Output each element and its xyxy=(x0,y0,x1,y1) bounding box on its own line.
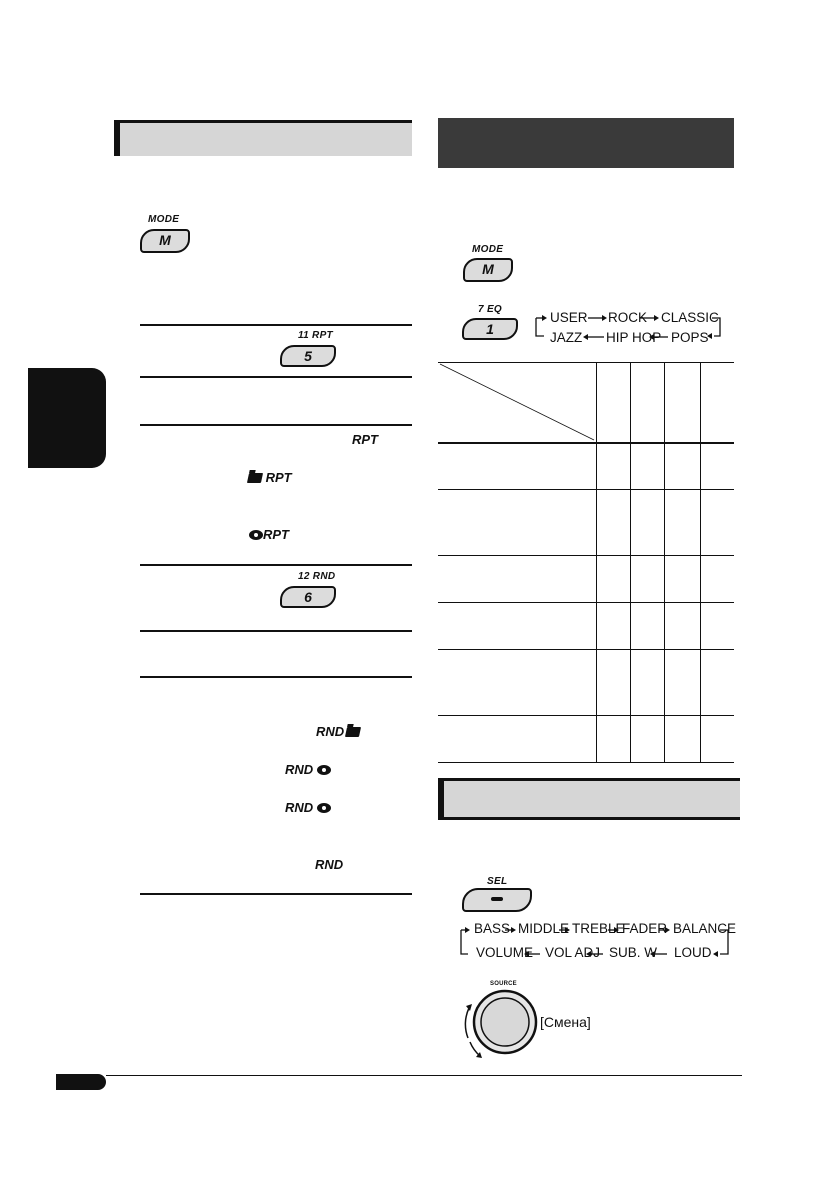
minus-icon xyxy=(491,897,503,901)
sel-button-caption: SEL xyxy=(487,876,508,887)
sound-item-bass: BASS xyxy=(474,921,511,936)
sound-section-header xyxy=(438,778,740,820)
footer-rule xyxy=(106,1075,742,1076)
eq-mode-rock: ROCK xyxy=(608,310,648,325)
table-row-rule xyxy=(438,649,734,650)
eq-mode-jazz: JAZZ xyxy=(550,330,583,345)
divider xyxy=(140,630,412,632)
sound-item-loud: LOUD xyxy=(674,945,712,960)
table-row-rule xyxy=(438,602,734,603)
mode-button-caption-2: MODE xyxy=(472,244,504,255)
divider xyxy=(140,376,412,378)
rnd-indicator: RND xyxy=(315,857,344,872)
sound-item-middle: MIDDLE xyxy=(518,921,570,936)
table-row-rule xyxy=(438,715,734,716)
mode-button[interactable]: M xyxy=(140,229,190,253)
eq-button[interactable]: 1 xyxy=(462,318,518,340)
table-col-rule xyxy=(700,362,701,762)
page-number-tab xyxy=(56,1074,106,1090)
table-header-rule xyxy=(438,442,734,444)
rnd-folder-indicator: RND xyxy=(316,724,360,739)
rnd-disc-indicator: RND xyxy=(285,762,331,777)
rnd-disc-indicator-2: RND xyxy=(285,800,331,815)
language-tab xyxy=(28,368,106,468)
rnd-button-caption: 12 RND xyxy=(298,571,336,582)
source-knob[interactable] xyxy=(456,986,546,1060)
divider xyxy=(140,424,412,426)
sound-item-treble: TREBLE xyxy=(572,921,625,936)
eq-button-caption: 7 EQ xyxy=(478,304,502,315)
eq-mode-pops: POPS xyxy=(671,330,709,345)
rnd-button[interactable]: 6 xyxy=(280,586,336,608)
sel-button[interactable] xyxy=(462,888,532,912)
eq-mode-hiphop: HIP HOP xyxy=(606,330,662,345)
sound-item-balance: BALANCE xyxy=(673,921,737,936)
mode-button-2[interactable]: M xyxy=(463,258,513,282)
eq-section-header xyxy=(438,118,734,168)
divider xyxy=(140,324,412,326)
table-corner-diagonal xyxy=(438,362,598,442)
divider xyxy=(140,676,412,678)
disc-rpt-indicator: RPT xyxy=(249,527,289,542)
folder-rpt-indicator: RPT xyxy=(248,470,292,485)
table-bottom xyxy=(438,762,734,763)
rpt-button[interactable]: 5 xyxy=(280,345,336,367)
eq-mode-user: USER xyxy=(550,310,588,325)
eq-mode-classic: CLASSIC xyxy=(661,310,719,325)
table-row-rule xyxy=(438,489,734,490)
divider xyxy=(140,893,412,895)
rpt-button-caption: 11 RPT xyxy=(298,330,333,341)
folder-icon xyxy=(247,473,263,483)
rpt-indicator: RPT xyxy=(352,432,378,447)
sound-item-volume: VOLUME xyxy=(476,945,534,960)
sound-item-sub-w: SUB. W xyxy=(609,945,658,960)
table-col-rule xyxy=(664,362,665,762)
disc-icon xyxy=(249,530,263,540)
sound-item-vol-adj: VOL ADJ xyxy=(545,945,601,960)
table-col-rule xyxy=(630,362,631,762)
source-knob-caption: SOURCE xyxy=(490,981,517,987)
table-row-rule xyxy=(438,555,734,556)
left-section-header xyxy=(114,120,412,156)
source-knob-label: [Смена] xyxy=(540,1014,591,1030)
table-col-rule xyxy=(596,362,597,762)
divider xyxy=(140,564,412,566)
folder-icon xyxy=(345,727,361,737)
sound-item-fader: FADER xyxy=(622,921,668,936)
disc-icon xyxy=(317,803,331,813)
mode-button-caption: MODE xyxy=(148,214,180,225)
disc-icon xyxy=(317,765,331,775)
